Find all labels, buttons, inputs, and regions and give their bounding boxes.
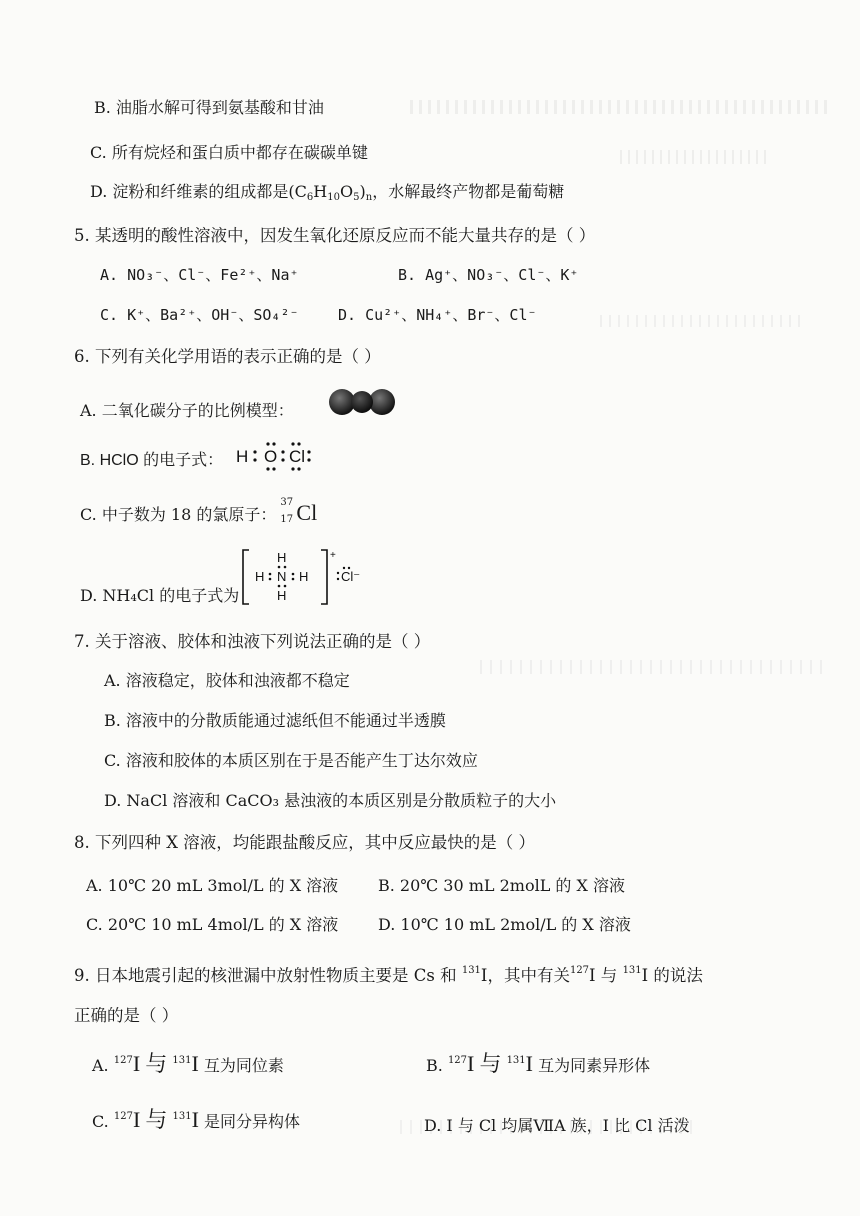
co2-space-filling-model (326, 385, 398, 419)
q8-option-b: B. 20℃ 30 mL 2molL 的 X 溶液 (378, 876, 625, 895)
q8-option-c: C. 20℃ 10 mL 4mol/L 的 X 溶液 (86, 915, 339, 934)
q5-option-d: D. Cu²⁺、NH₄⁺、Br⁻、Cl⁻ (338, 306, 537, 324)
q6-option-b: B. HClO 的电子式： (80, 452, 224, 469)
q6-stem: 6. 下列有关化学用语的表示正确的是（ ） (74, 347, 381, 366)
q7-option-b: B. 溶液中的分散质能通过滤纸但不能通过半透膜 (104, 711, 446, 730)
cl-atomic-number: 17 (280, 514, 294, 525)
svg-text:N: N (277, 569, 287, 584)
q9-option-a: A. $^{127}$I 与 $^{131}$I 互为同位素 (92, 1051, 284, 1076)
svg-text:H: H (255, 569, 265, 584)
q6-option-d: D. NH₄Cl 的电子式为 (80, 586, 240, 605)
hclo-electron-formula (234, 438, 316, 474)
q8-option-d: D. 10℃ 10 mL 2mol/L 的 X 溶液 (378, 915, 631, 934)
q4-option-b: B. 油脂水解可得到氨基酸和甘油 (94, 98, 324, 117)
q7-option-d: D. NaCl 溶液和 CaCO₃ 悬浊液的本质区别是分散质粒子的大小 (104, 791, 557, 810)
svg-text:+: + (330, 550, 336, 561)
hclo-dots (234, 438, 316, 474)
chloride-ion: Cl⁻ (341, 569, 361, 584)
q9-option-c: C. $^{127}$I 与 $^{131}$I 是同分异构体 (92, 1107, 301, 1132)
svg-text:H: H (299, 569, 309, 584)
svg-text:O: O (264, 447, 278, 466)
svg-text:H: H (277, 550, 287, 565)
q7-option-c: C. 溶液和胶体的本质区别在于是否能产生丁达尔效应 (104, 751, 478, 770)
q5-option-c: C. K⁺、Ba²⁺、OH⁻、SO₄²⁻ (100, 306, 299, 324)
q7-stem: 7. 关于溶液、胶体和浊液下列说法正确的是（ ） (74, 632, 431, 651)
q5-option-b: B. Ag⁺、NO₃⁻、Cl⁻、K⁺ (398, 266, 579, 284)
cl-symbol: Cl (296, 500, 318, 525)
q9-option-d: D. I 与 Cl 均属ⅦA 族，I 比 Cl 活泼 (424, 1116, 690, 1135)
q5-stem: 5. 某透明的酸性溶液中，因发生氧化还原反应而不能大量共存的是（ ） (74, 226, 596, 245)
q4-option-d: D. 淀粉和纤维素的组成都是$(C_6H_{10}O_5)_n$，水解最终产物都是葡萄糖 (90, 182, 565, 203)
nh4cl-electron-formula (241, 548, 381, 606)
cl-mass-number: 37 (280, 497, 294, 508)
q9-stem-line2: 正确的是（ ） (74, 1006, 179, 1025)
q8-stem: 8. 下列四种 X 溶液，均能跟盐酸反应，其中反应最快的是（ ） (74, 833, 535, 852)
q5-option-a: A. NO₃⁻、Cl⁻、Fe²⁺、Na⁺ (100, 266, 299, 284)
q6-option-a: A. 二氧化碳分子的比例模型： (80, 401, 294, 420)
q7-option-a: A. 溶液稳定，胶体和浊液都不稳定 (104, 671, 350, 690)
q4-option-c: C. 所有烷烃和蛋白质中都存在碳碳单键 (90, 143, 368, 162)
svg-text:Cl: Cl (289, 447, 306, 466)
q9-stem: 9. 日本地震引起的核泄漏中放射性物质主要是 Cs 和 $^{131}$I，其中有关$^{127}$I 与 $^{131}$I 的说法 (74, 965, 703, 985)
q6-option-c: C. 中子数为 18 的氯原子： 37 17 Cl (80, 500, 317, 525)
q8-option-a: A. 10℃ 20 mL 3mol/L 的 X 溶液 (86, 876, 339, 895)
svg-text:H: H (236, 447, 249, 466)
svg-text:H: H (277, 588, 287, 603)
q9-option-b: B. $^{127}$I 与 $^{131}$I 互为同素异形体 (426, 1051, 651, 1076)
